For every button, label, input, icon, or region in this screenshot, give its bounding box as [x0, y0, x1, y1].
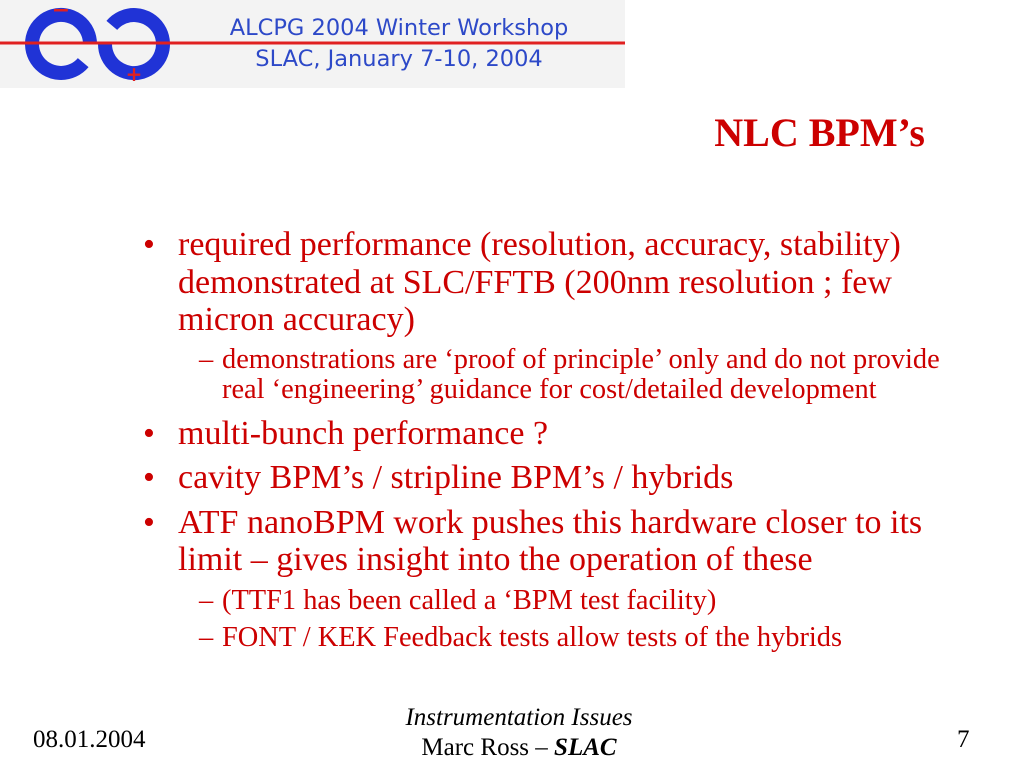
- footer-topic: Instrumentation Issues: [405, 704, 633, 731]
- footer-author-line: [319, 733, 719, 763]
- bullet-text: required performance (resolution, accuracy, stability) demonstrated at SLC/FFTB (200nm resolution ; few micron accuracy): [178, 226, 901, 338]
- logo-plus-sign: +: [125, 62, 143, 86]
- sub-bullet-marker: –: [199, 343, 214, 375]
- footer-page-number: 7: [957, 726, 970, 753]
- bullet-text: cavity BPM’s / stripline BPM’s / hybrids: [178, 459, 734, 496]
- bullet-marker: •: [143, 226, 155, 263]
- bullet-item: [143, 226, 960, 339]
- bullet-marker: •: [143, 414, 155, 452]
- sub-bullet-text: demonstrations are ‘proof of principle’ only and do not provide real ‘engineering’ guidance for cost/detailed development: [222, 343, 940, 405]
- workshop-location-date: SLAC, January 7-10, 2004: [255, 46, 543, 72]
- sub-bullet-text: FONT / KEK Feedback tests allow tests of the hybrids: [222, 621, 843, 653]
- bullet-item: [143, 414, 960, 453]
- sub-bullet-item: [199, 343, 960, 405]
- bullet-item: [143, 459, 960, 497]
- slide-title: NLC BPM’s: [714, 110, 925, 155]
- logo-minus-sign: −: [51, 0, 71, 23]
- bullet-marker: •: [143, 459, 155, 496]
- bullet-text: multi-bunch performance ?: [178, 414, 549, 452]
- footer-author: Marc Ross –: [421, 734, 548, 761]
- bullet-text: ATF nanoBPM work pushes this hardware closer to its limit – gives insight into the operation of these: [178, 503, 923, 578]
- sub-bullet-item: [199, 584, 960, 616]
- sub-bullet-item: [199, 621, 960, 653]
- footer-affiliation: SLAC: [554, 734, 617, 761]
- sub-bullet-marker: –: [199, 584, 214, 616]
- bullet-item: [143, 503, 960, 579]
- workshop-title: ALCPG 2004 Winter Workshop: [229, 15, 569, 41]
- sub-bullet-marker: –: [199, 621, 214, 653]
- bullet-marker: •: [143, 503, 155, 541]
- bullet-list: [0, 226, 960, 653]
- footer-date: 08.01.2004: [33, 726, 146, 753]
- sub-bullet-text: (TTF1 has been called a ‘BPM test facility): [222, 584, 717, 616]
- footer-center: [319, 703, 719, 763]
